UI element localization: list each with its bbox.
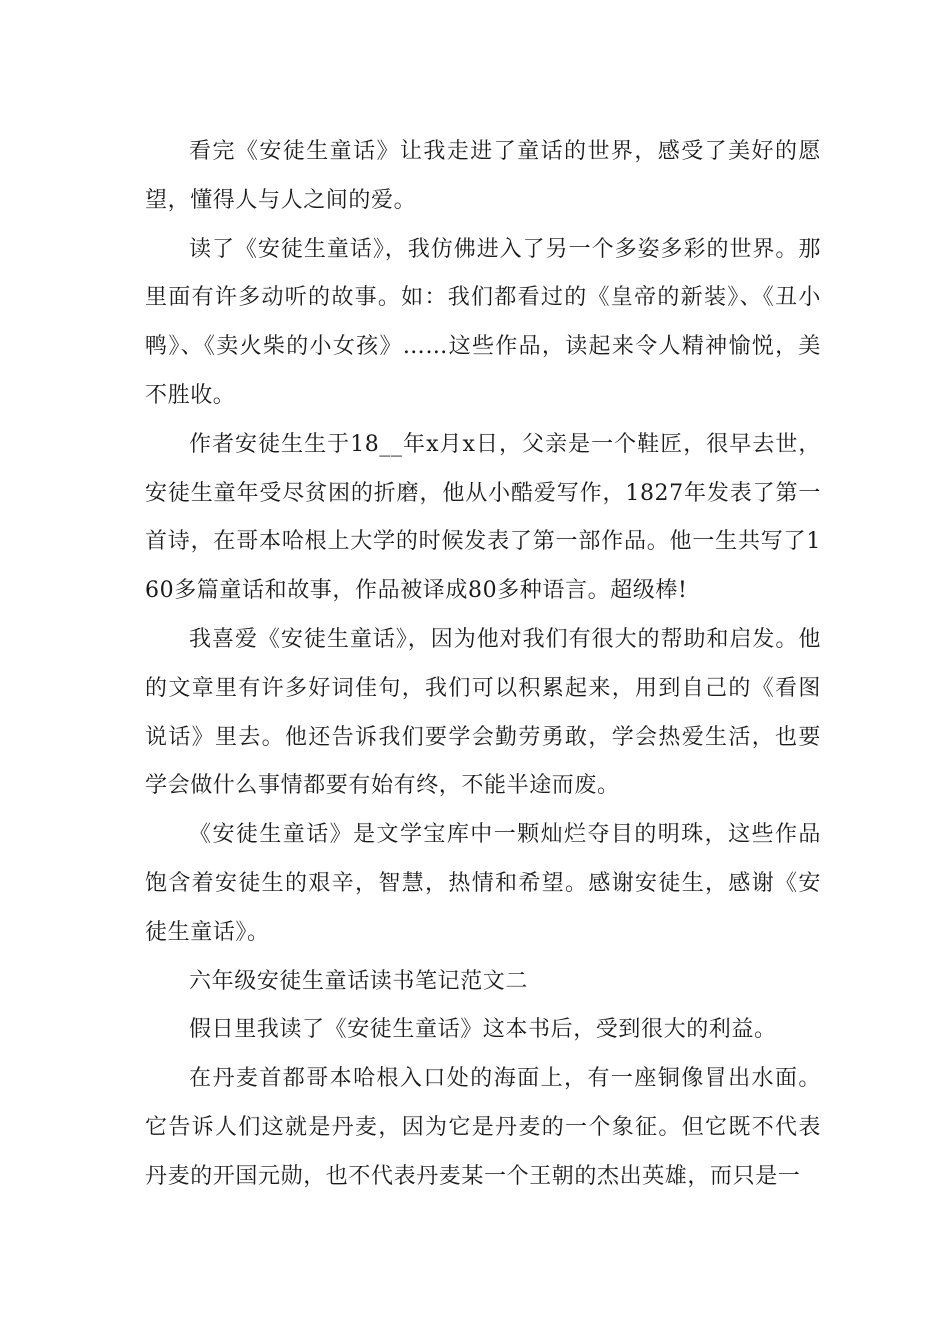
section-heading: 六年级安徒生童话读书笔记范文二 — [189, 968, 529, 994]
paragraph-5: 《安徒生童话》是文学宝库中一颗灿烂夺目的明珠，这些作品饱含着安徒生的艰辛，智慧，热情和希望。感谢安徒生，感谢《安徒生童话》。 — [145, 822, 821, 945]
section-paragraph-2: 在丹麦首都哥本哈根入口处的海面上，有一座铜像冒出水面。它告诉人们这就是丹麦，因为它是丹麦的一个象征。但它既不代表丹麦的开国元勋，也不代表丹麦某一个王朝的杰出英雄，而只是一 — [145, 1066, 821, 1189]
paragraph-1: 看完《安徒生童话》让我走进了童话的世界，感受了美好的愿望，懂得人与人之间的爱。 — [145, 139, 821, 213]
document-body — [145, 128, 821, 1202]
section-paragraph-1: 假日里我读了《安徒生童话》这本书后，受到很大的利益。 — [189, 1017, 777, 1043]
paragraph-2: 读了《安徒生童话》，我仿佛进入了另一个多姿多彩的世界。那里面有许多动听的故事。如：我们都看过的《皇帝的新装》、《丑小鸭》、《卖火柴的小女孩》……这些作品，读起来令人精神愉悦，美不胜收。 — [145, 236, 821, 408]
paragraph-4: 我喜爱《安徒生童话》，因为他对我们有很大的帮助和启发。他的文章里有许多好词佳句，我们可以积累起来，用到自己的《看图说话》里去。他还告诉我们要学会勤劳勇敢，学会热爱生活，也要学会做什么事情都要有始有终，不能半途而废。 — [145, 626, 821, 799]
paragraph-3: 作者安徒生生于18__年x月x日，父亲是一个鞋匠，很早去世，安徒生童年受尽贫困的折磨，他从小酷爱写作，1827年发表了第一首诗，在哥本哈根上大学的时候发表了第一部作品。他一生共写了160多篇童话和故事，作品被译成80多种语言。超级棒! — [145, 431, 821, 604]
